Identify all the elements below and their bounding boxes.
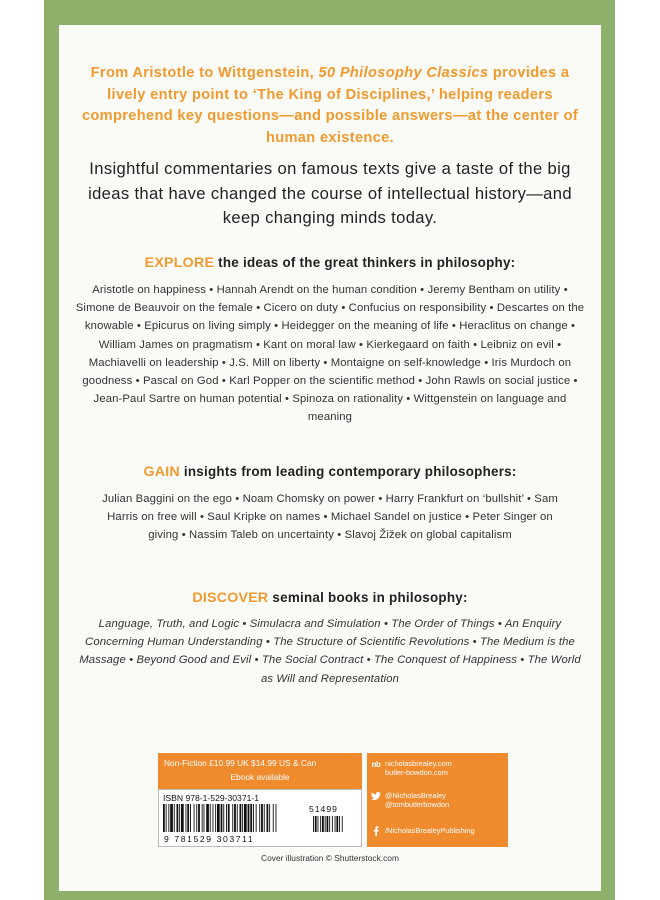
explore-item: Montaigne on self-knowledge: [330, 356, 481, 369]
barcode-bar: [170, 804, 173, 832]
explore-item: Confucius on responsibility: [348, 302, 487, 315]
barcode-addon-bar: [335, 816, 336, 832]
bullet-separator: •: [178, 529, 190, 542]
barcode-bar: [226, 804, 227, 832]
gain-item: Saul Kripke on names: [207, 511, 321, 524]
intro-line1: From Aristotle to Wittgenstein,: [90, 65, 315, 81]
explore-item: Iris Murdoch on goodness: [82, 356, 572, 388]
explore-item: Heidegger on the meaning of life: [281, 320, 449, 333]
publisher-twitter-row: [371, 791, 449, 809]
publisher-box: [367, 753, 508, 847]
gain-keyword: GAIN: [143, 464, 180, 480]
bullet-separator: •: [448, 320, 460, 333]
bullet-separator: •: [196, 511, 208, 524]
barcode-bar: [221, 804, 223, 832]
barcode-addon-bar: [320, 816, 321, 832]
bullet-separator: •: [363, 654, 374, 667]
barcode-bar: [202, 804, 203, 832]
explore-heading-text: the ideas of the great thinkers in philosophy:: [218, 255, 516, 270]
barcode-bar: [228, 804, 230, 832]
barcode-bar: [163, 804, 165, 832]
bullet-separator: •: [415, 375, 426, 388]
bullet-separator: •: [338, 302, 349, 315]
barcode-bar: [276, 804, 277, 832]
explore-item: J.S. Mill on liberty: [229, 356, 321, 369]
barcode-bar: [215, 804, 216, 832]
explore-item: Kant on moral law: [263, 338, 356, 351]
bullet-separator: •: [206, 284, 217, 296]
barcode-addon-bar: [329, 816, 330, 832]
explore-item: Jeremy Bentham on utility: [427, 284, 561, 296]
commentary-paragraph: Insightful commentaries on famous texts give a taste of the big ideas that have changed the course of intellectual history—and keep changing minds today.: [88, 159, 572, 227]
discover-item: The Order of Things: [391, 618, 495, 630]
discover-item: Simulacra and Simulation: [249, 618, 381, 630]
isbn-text: ISBN 978-1-529-30371-1: [163, 793, 260, 803]
barcode-addon-bar: [322, 816, 324, 832]
bullet-separator: •: [218, 375, 230, 388]
barcode-bar: [253, 804, 254, 832]
discover-item: The Conquest of Happiness: [373, 654, 518, 667]
barcode-bar: [273, 804, 274, 832]
gain-item: Nassim Taleb on uncertainty: [189, 529, 334, 542]
bullet-separator: •: [252, 338, 264, 351]
bullet-separator: •: [218, 356, 230, 369]
barcode-bar: [198, 804, 200, 832]
bullet-separator: •: [270, 320, 282, 333]
bullet-separator: •: [252, 302, 264, 315]
gain-item: Sam Harris on free will: [107, 493, 558, 524]
barcode-addon-digits: 51499: [309, 804, 338, 814]
cover-credit: Cover illustration © Shutterstock.com: [261, 853, 399, 863]
gain-item: Peter Singer on giving: [148, 511, 553, 542]
barcode-bar: [256, 804, 257, 832]
bullet-separator: •: [416, 284, 428, 296]
bullet-separator: •: [469, 636, 480, 649]
intro-book-title: 50 Philosophy Classics: [318, 65, 489, 81]
publisher-facebook: /NicholasBrealeyPublishing: [385, 826, 475, 835]
barcode-bar: [177, 804, 179, 832]
barcode-bar: [194, 804, 195, 832]
gain-item: Julian Baggini on the ego: [102, 493, 232, 505]
gain-heading: [70, 464, 590, 480]
publisher-twitter: @NicholasBrealey @tombutlerbowdon: [385, 791, 450, 809]
bullet-separator: •: [251, 654, 262, 667]
bullet-separator: •: [480, 356, 492, 369]
discover-item: The Structure of Scientific Revolutions: [273, 636, 470, 649]
barcode-bar: [217, 804, 220, 832]
bullet-separator: •: [355, 338, 367, 351]
explore-item: Spinoza on rationality: [292, 393, 404, 406]
barcode-box: [158, 789, 362, 847]
barcode-addon-bar: [325, 816, 326, 832]
explore-item: Hannah Arendt on the human condition: [216, 284, 417, 296]
bullet-separator: •: [320, 511, 331, 524]
explore-item: Kierkegaard on faith: [366, 338, 470, 351]
bullet-separator: •: [486, 302, 497, 315]
barcode-bar: [179, 804, 180, 832]
barcode-bar: [166, 804, 167, 832]
bullet-separator: •: [380, 618, 392, 630]
discover-item: Beyond Good and Evil: [136, 654, 252, 667]
bullet-separator: •: [567, 320, 576, 333]
gain-item: Slavoj Žižek on global capitalism: [344, 529, 512, 542]
barcode-addon-bar: [342, 816, 343, 832]
barcode-bar: [232, 804, 233, 832]
gain-list: [96, 490, 564, 545]
barcode-addon-bar: [313, 816, 314, 832]
barcode-bar: [244, 804, 247, 832]
publisher-website-row: [371, 759, 452, 777]
explore-item: Simone de Beauvoir on the female: [75, 302, 253, 315]
barcode-bar: [269, 804, 270, 832]
explore-item: Descartes on the knowable: [84, 302, 585, 333]
bullet-separator: •: [231, 493, 243, 505]
barcode-bar: [210, 804, 211, 832]
discover-heading: [70, 590, 590, 606]
bullet-separator: •: [461, 511, 473, 524]
bullet-separator: •: [320, 356, 331, 369]
bullet-separator: •: [469, 338, 481, 351]
gain-item: Harry Frankfurt on ‘bullshit’: [385, 493, 524, 505]
explore-keyword: EXPLORE: [144, 255, 215, 271]
ebook-text: Ebook available: [230, 772, 290, 782]
barcode-addon-bar: [336, 816, 338, 832]
barcode-bar: [234, 804, 236, 832]
bullet-separator: •: [570, 375, 578, 388]
price-text: Non-Fiction £10.99 UK $14.99 US & Can: [164, 758, 317, 768]
barcode-bar: [186, 804, 187, 832]
barcode-bar: [267, 804, 269, 832]
barcode-bar: [259, 804, 260, 832]
discover-item: The Medium is the Massage: [79, 636, 575, 667]
explore-item: Jean-Paul Sartre on human potential: [93, 393, 282, 406]
discover-item: An Enquiry Concerning Human Understanding: [85, 618, 562, 649]
bullet-separator: •: [333, 529, 345, 542]
discover-heading-text: seminal books in philosophy:: [272, 590, 468, 605]
intro-paragraph: [80, 63, 580, 149]
gain-item: Michael Sandel on justice: [330, 511, 462, 524]
barcode-bar: [174, 804, 175, 832]
barcode-bar: [223, 804, 224, 832]
discover-item: The Social Contract: [261, 654, 364, 667]
bullet-separator: •: [262, 636, 274, 649]
barcode-addon-bar: [339, 816, 340, 832]
bullet-separator: •: [403, 393, 414, 406]
explore-item: Karl Popper on the scientific method: [229, 375, 416, 388]
intro-rest: provides a lively entry point to ‘The King of Disciplines,’ helping readers comprehend key questions—and possible answers—at the center of human existence.: [81, 65, 579, 146]
barcode-bar: [187, 804, 189, 832]
explore-item: Cicero on duty: [263, 302, 339, 315]
explore-heading: [70, 255, 590, 271]
explore-item: Aristotle on happiness: [92, 284, 206, 296]
barcode-addon-bar: [315, 816, 317, 832]
explore-item: Heraclitus on change: [459, 320, 568, 333]
explore-item: Wittgenstein on language and meaning: [307, 393, 567, 424]
barcode-bar: [248, 804, 250, 832]
explore-list: [72, 281, 588, 427]
bullet-separator: •: [494, 618, 505, 630]
discover-keyword: DISCOVER: [192, 590, 269, 606]
explore-item: Machiavelli on leadership: [88, 356, 219, 369]
barcode-bar: [261, 804, 263, 832]
publisher-facebook-row: [371, 826, 475, 836]
barcode-addon-bar: [332, 816, 333, 832]
barcode-bar: [250, 804, 252, 832]
bullet-separator: •: [132, 375, 143, 388]
barcode-bar: [213, 804, 214, 832]
barcode-digits: 9 781529 303711: [164, 834, 255, 844]
barcode-bar: [237, 804, 238, 832]
barcode-bar: [181, 804, 184, 832]
bullet-separator: •: [125, 654, 137, 667]
barcode-addon-bar: [327, 816, 329, 832]
bullet-separator: •: [560, 284, 568, 296]
explore-item: Leibniz on evil: [480, 338, 554, 351]
barcode-bar: [196, 804, 197, 832]
barcode-bar: [206, 804, 209, 832]
explore-item: John Rawls on social justice: [425, 375, 571, 388]
explore-item: William James on pragmatism: [98, 338, 253, 351]
gain-heading-text: insights from leading contemporary philosophers:: [183, 464, 517, 479]
bullet-separator: •: [375, 493, 386, 505]
barcode-bar: [190, 804, 191, 832]
gain-item: Noam Chomsky on power: [242, 493, 376, 505]
publisher-websites: nicholasbrealey.com butler-bowdon.com: [385, 759, 452, 777]
twitter-icon: [371, 791, 381, 801]
bullet-separator: •: [523, 493, 535, 505]
barcode-addon-bar: [318, 816, 319, 832]
barcode-bar: [240, 804, 242, 832]
explore-item: Pascal on God: [142, 375, 219, 388]
barcode-bar: [242, 804, 243, 832]
discover-item: The World as Will and Representation: [260, 654, 581, 685]
bullet-separator: •: [281, 393, 293, 406]
bullet-separator: •: [553, 338, 562, 351]
barcode-bar: [204, 804, 205, 832]
publisher-logo: nb: [371, 759, 381, 769]
bullet-separator: •: [133, 320, 145, 333]
explore-item: Epicurus on living simply: [144, 320, 271, 333]
bullet-separator: •: [517, 654, 528, 667]
discover-item: Language, Truth, and Logic: [98, 618, 240, 630]
bullet-separator: •: [239, 618, 250, 630]
discover-list: [72, 615, 588, 688]
price-box: [158, 753, 362, 789]
barcode-bar: [168, 804, 169, 832]
barcode-bar: [264, 804, 265, 832]
facebook-icon: [371, 826, 381, 836]
